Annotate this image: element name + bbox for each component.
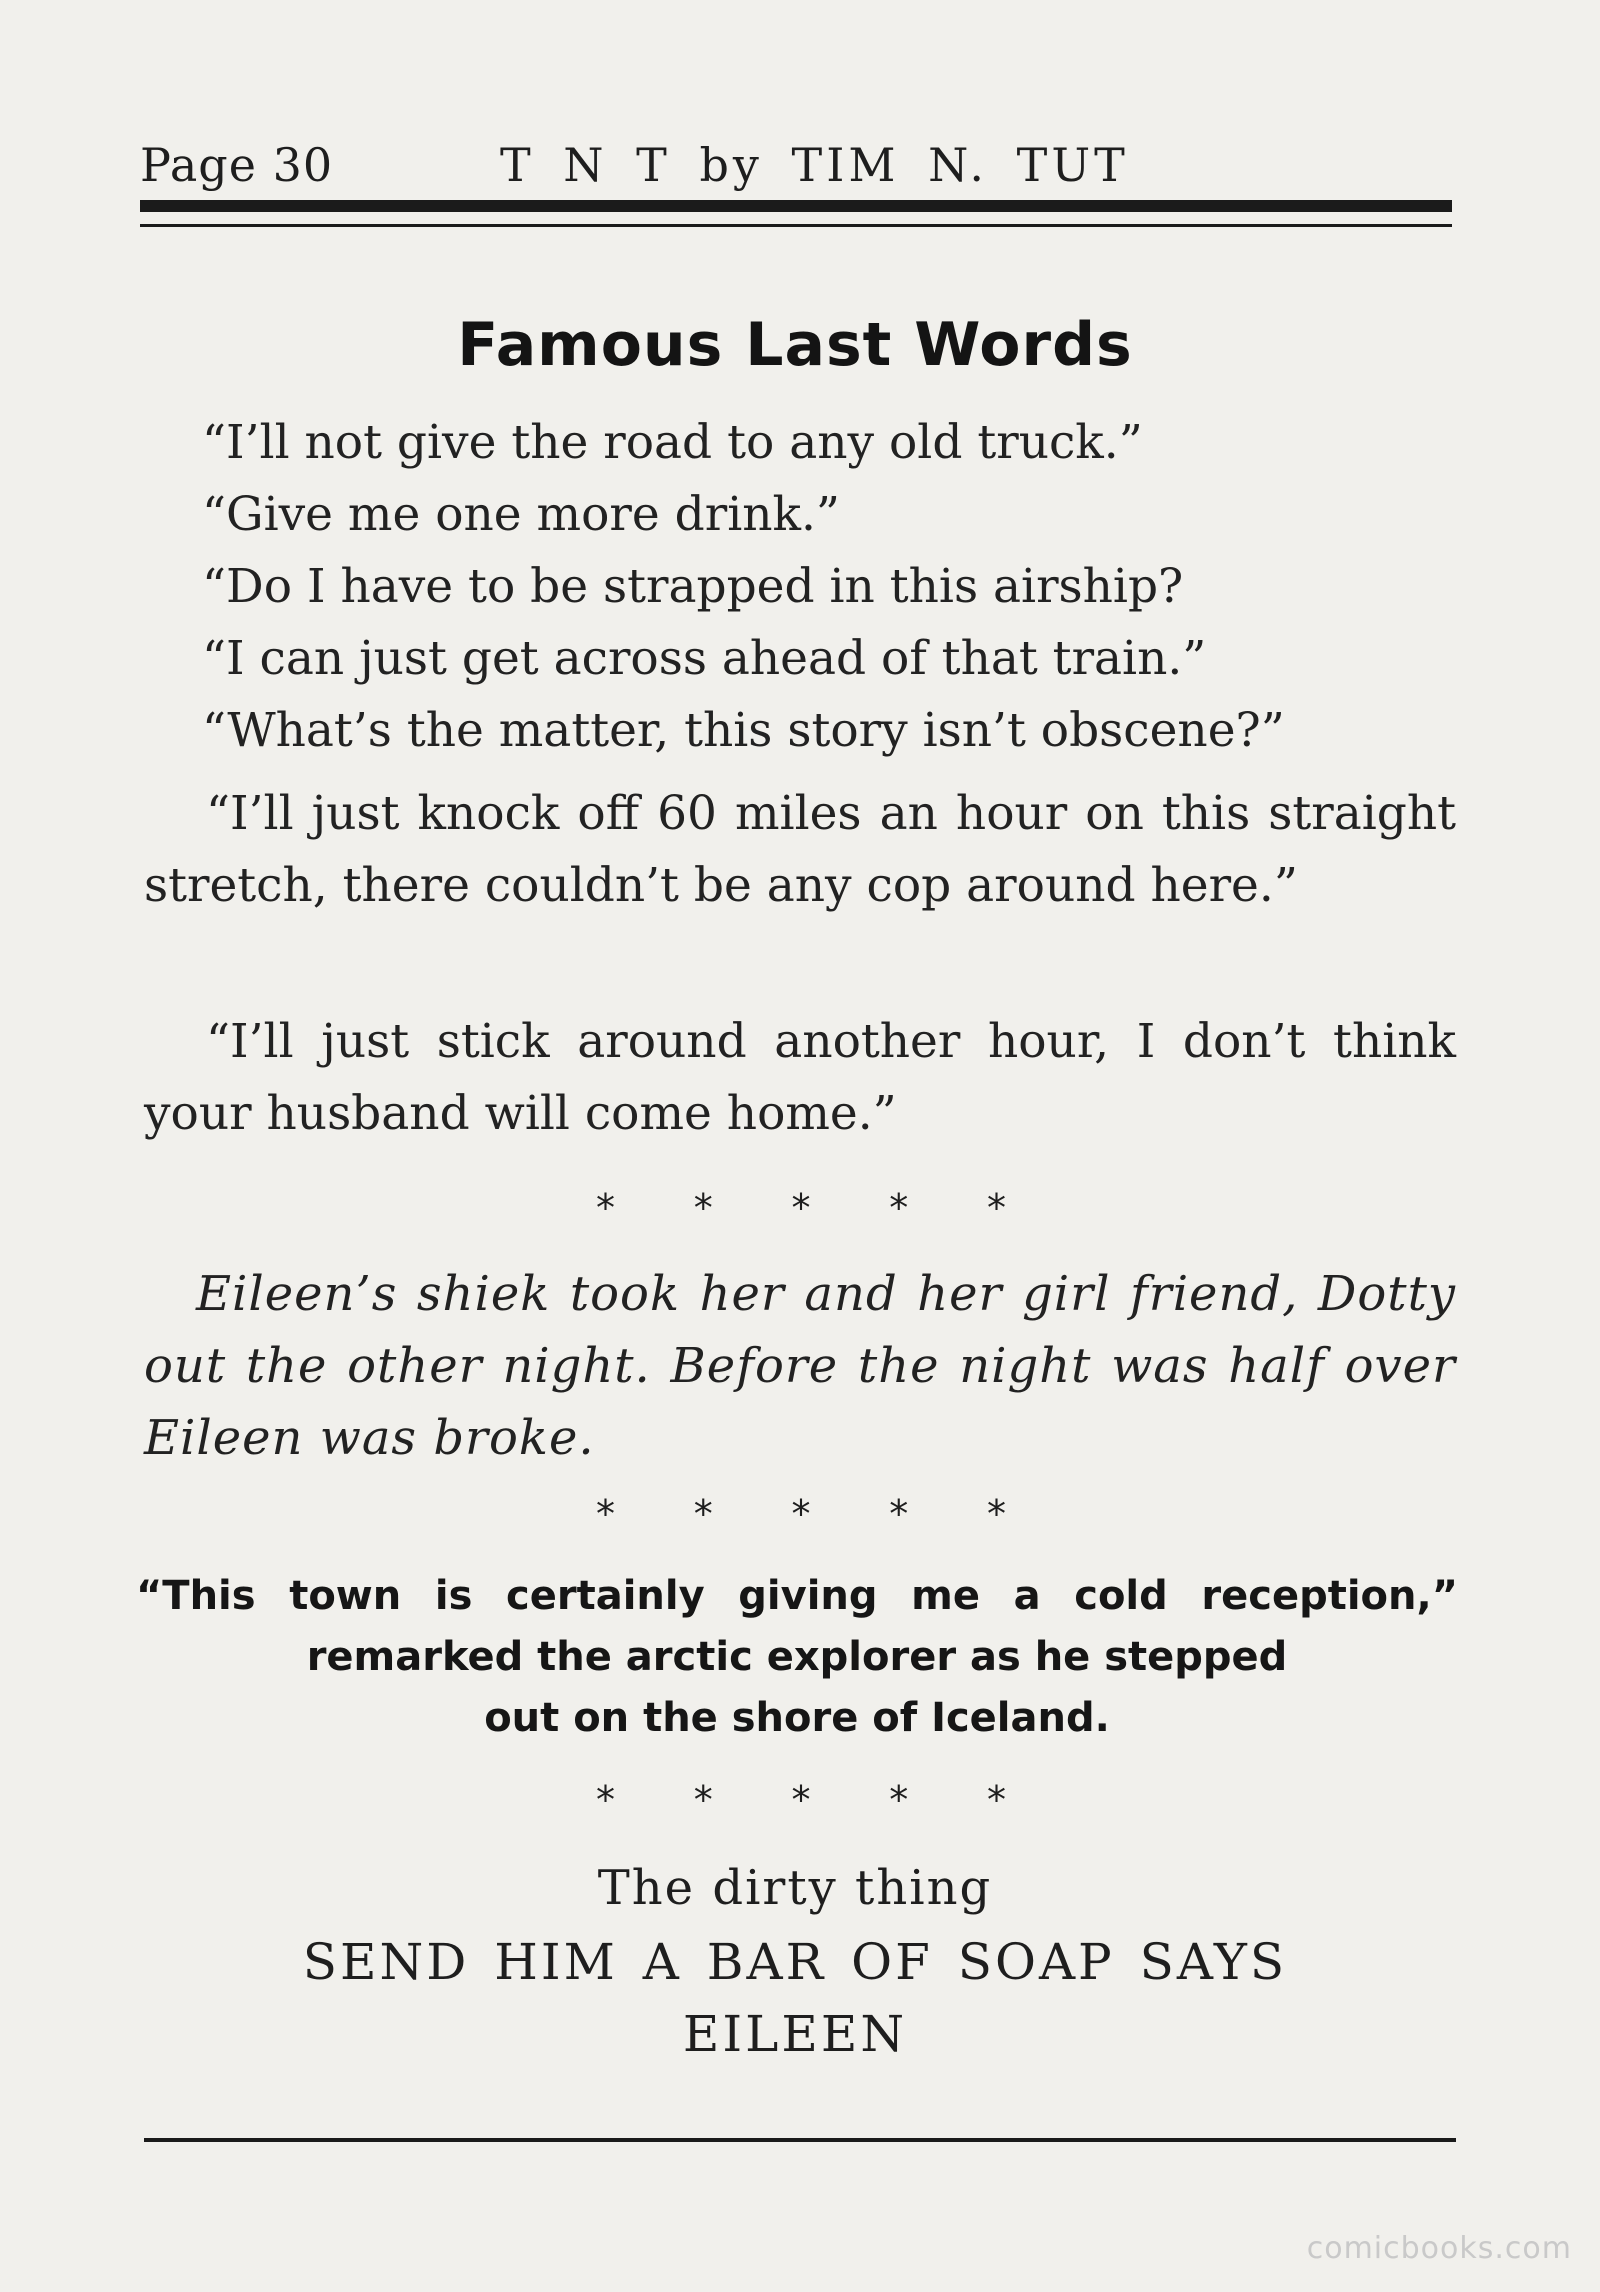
star: * [791,1492,811,1536]
joke-arctic-line: remarked the arctic explorer as he stepped [306,1634,1288,1680]
star: * [693,1778,713,1822]
star: * [791,1186,811,1230]
star: * [987,1778,1006,1822]
joke-arctic [136,1566,1458,1749]
closing-line: EILEEN [682,2005,908,2063]
star: * [889,1492,909,1536]
page-number: Page 30 [140,138,334,192]
quote-line: “I can just get across ahead of that train.” [202,631,1207,686]
running-title: T N T by TIM N. TUT [500,138,1129,192]
quote-paragraph-husband [144,1006,1456,1150]
star: * [693,1492,713,1536]
page-header [140,138,1450,198]
quote-line: “Give me one more drink.” [202,487,840,542]
separator-stars [596,1492,1006,1536]
star: * [693,1186,713,1230]
star: * [889,1778,909,1822]
quote-line: “What’s the matter, this story isn’t obscene?” [202,703,1285,758]
star: * [889,1186,909,1230]
star: * [987,1492,1006,1536]
closing-line: SEND HIM A BAR OF SOAP SAYS [302,1933,1288,1991]
star: * [596,1778,615,1822]
quote-paragraph-text: “I’ll just stick around another hour, I don’t think your husband will come home.” [144,1014,1456,1141]
separator-stars [596,1778,1006,1822]
header-rule-thick [140,200,1452,212]
star: * [987,1186,1006,1230]
quote-line: “Do I have to be strapped in this airship? [202,559,1184,614]
star: * [596,1186,615,1230]
closing-line: The dirty thing [597,1860,993,1916]
quote-line: “I’ll not give the road to any old truck.” [202,415,1143,470]
joke-eileen-text: Eileen’s shiek took her and her girl friend, Dotty out the other night. Before the night was half over Eileen was broke. [144,1266,1456,1466]
star: * [791,1778,811,1822]
separator-stars [596,1186,1006,1230]
quote-paragraph-text: “I’ll just knock off 60 miles an hour on this straight stretch, there couldn’t be any cop around here.” [144,786,1456,913]
section-title: Famous Last Words [457,310,1133,380]
joke-arctic-line: “This town is certainly giving me a cold reception,” [136,1573,1458,1619]
watermark: comicbooks.com [1306,2231,1572,2266]
footer-rule [144,2138,1456,2142]
header-rule-thin [140,224,1452,227]
joke-eileen [144,1258,1456,1474]
joke-arctic-line: out on the shore of Iceland. [484,1695,1110,1741]
quote-paragraph-speeding [144,778,1456,922]
star: * [596,1492,615,1536]
